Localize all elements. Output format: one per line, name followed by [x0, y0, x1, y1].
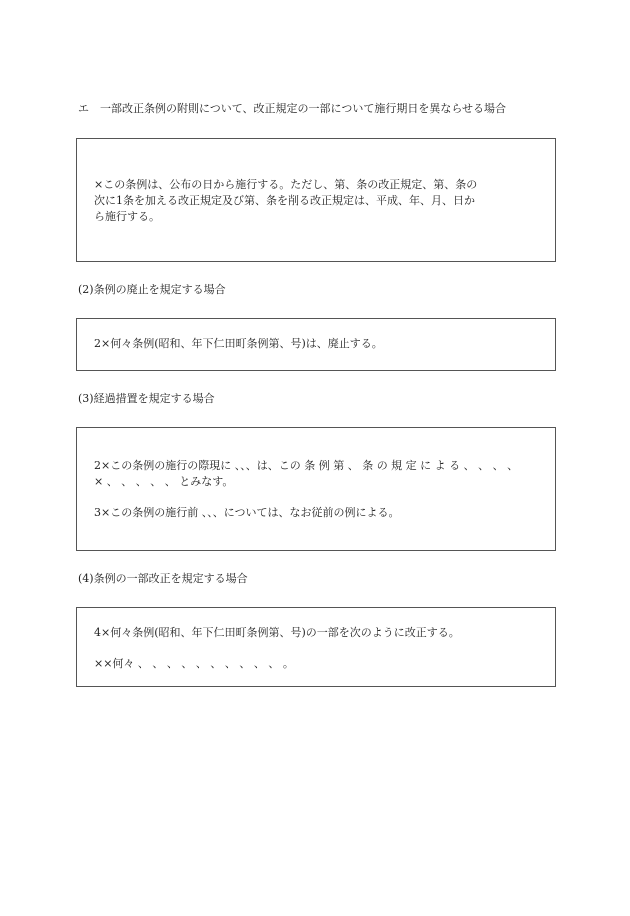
provision-box-partial-amendment: [76, 607, 556, 687]
provision-box-repeal: [76, 318, 556, 371]
provision-text-line: 4×何々条例(昭和、年下仁田町条例第、号)の一部を次のように改正する。: [94, 626, 460, 639]
provision-text-line: ×この条例は、公布の日から施行する。ただし、第、条の改正規定、第、条の: [94, 178, 478, 191]
provision-text-line: ら施行する。: [94, 210, 160, 223]
section-heading-3: (3)経過措置を規定する場合: [78, 392, 215, 405]
provision-text-line: × 、 、 、 、 、 とみなす。: [94, 475, 234, 488]
provision-text-line: 2×この条例の施行の際現に 、、、は、この 条 例 第 、 条 の 規 定 に よ る 、 、 、 、: [94, 459, 519, 472]
section-heading-e: エ 一部改正条例の附則について、改正規定の一部について施行期日を異ならせる場合: [78, 102, 507, 115]
provision-text-line: ××何々 、 、 、 、 、 、 、 、 、 、 。: [94, 657, 294, 670]
provision-text-line: 2×何々条例(昭和、年下仁田町条例第、号)は、廃止する。: [94, 337, 383, 350]
provision-box-transitional: [76, 427, 556, 551]
provision-box-effective-date: [76, 138, 556, 262]
provision-text-line: 次に1条を加える改正規定及び第、条を削る改正規定は、平成、年、月、日か: [94, 194, 475, 207]
provision-text-line: 3×この条例の施行前 、、、については、なお従前の例による。: [94, 506, 400, 519]
section-heading-4: (4)条例の一部改正を規定する場合: [78, 572, 248, 585]
section-heading-2: (2)条例の廃止を規定する場合: [78, 283, 226, 296]
